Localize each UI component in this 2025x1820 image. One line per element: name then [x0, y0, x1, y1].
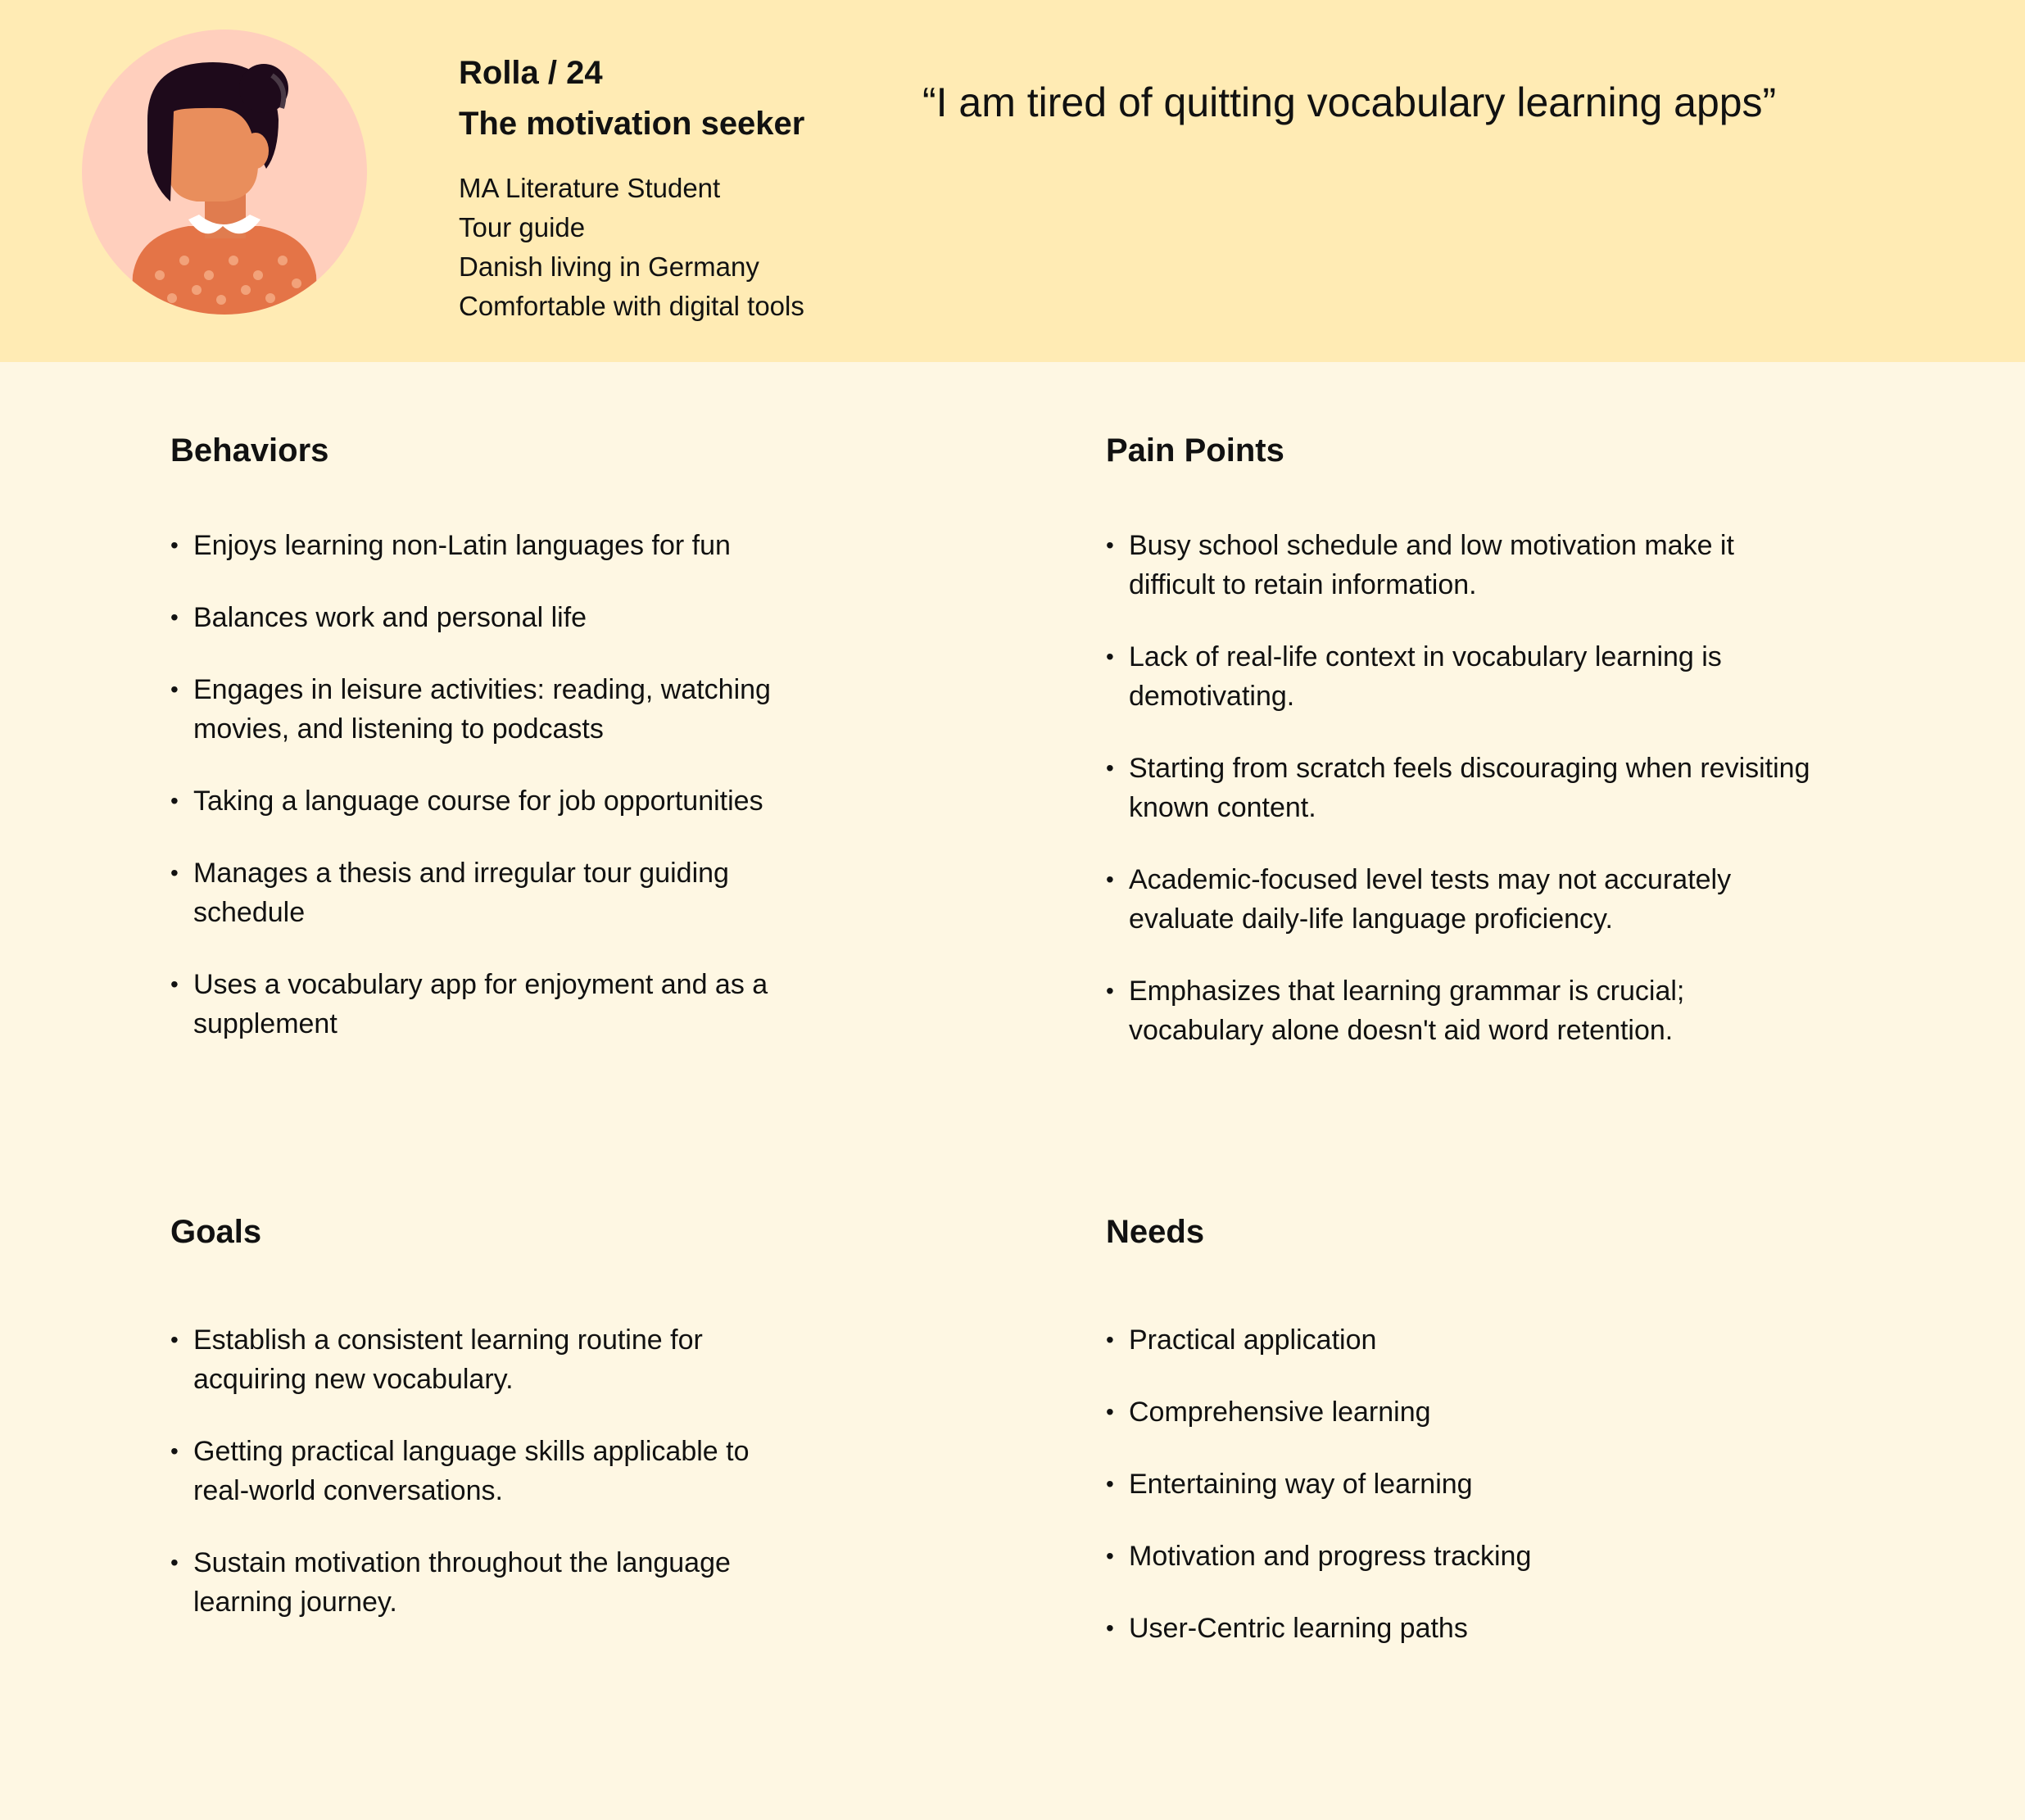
- list-item: • Starting from scratch feels discouraging when revisiting known content.: [1106, 749, 1827, 827]
- pain-points-section: [1106, 428, 1827, 1083]
- list-item: • Getting practical language skills applicable to real-world conversations.: [170, 1432, 793, 1510]
- list-item: • Establish a consistent learning routine for acquiring new vocabulary.: [170, 1320, 793, 1399]
- list-item: • Emphasizes that learning grammar is crucial; vocabulary alone doesn't aid word retention.: [1106, 971, 1827, 1050]
- behaviors-section: [170, 428, 793, 1076]
- goals-title: Goals: [170, 1214, 262, 1250]
- persona-avatar: [82, 29, 367, 315]
- needs-list: [1106, 1320, 1827, 1648]
- pain-points-title: Pain Points: [1106, 432, 1284, 469]
- list-item: • Motivation and progress tracking: [1106, 1537, 1827, 1576]
- list-item: • Engages in leisure activities: reading, watching movies, and listening to podcasts: [170, 670, 793, 749]
- persona-header: [0, 0, 2025, 362]
- list-item: • Entertaining way of learning: [1106, 1465, 1827, 1504]
- list-item: • Comprehensive learning: [1106, 1392, 1827, 1432]
- list-item: • Busy school schedule and low motivation make it difficult to retain information.: [1106, 526, 1827, 604]
- list-item: • Manages a thesis and irregular tour guiding schedule: [170, 853, 793, 932]
- persona-fact: Danish living in Germany: [459, 251, 759, 282]
- list-item: • Uses a vocabulary app for enjoyment and as a supplement: [170, 965, 793, 1044]
- persona-fact: Tour guide: [459, 212, 586, 242]
- goals-section: [170, 1209, 793, 1655]
- behaviors-title: Behaviors: [170, 432, 329, 469]
- needs-title: Needs: [1106, 1214, 1205, 1250]
- list-item: • User-Centric learning paths: [1106, 1609, 1827, 1648]
- list-item: • Sustain motivation throughout the language learning journey.: [170, 1543, 793, 1622]
- persona-identity: [459, 48, 804, 326]
- persona-facts: [459, 169, 804, 326]
- list-item: • Lack of real-life context in vocabulary learning is demotivating.: [1106, 637, 1827, 716]
- list-item: • Enjoys learning non-Latin languages for fun: [170, 526, 793, 565]
- needs-section: [1106, 1209, 1827, 1681]
- persona-name-age: Rolla / 24: [459, 55, 603, 91]
- behaviors-list: [170, 526, 793, 1044]
- persona-archetype: The motivation seeker: [459, 106, 805, 142]
- list-item: • Academic-focused level tests may not accurately evaluate daily-life language proficiency.: [1106, 860, 1827, 939]
- list-item: • Taking a language course for job opportunities: [170, 781, 793, 821]
- persona-fact: MA Literature Student: [459, 173, 721, 203]
- persona-fact: Comfortable with digital tools: [459, 291, 804, 321]
- list-item: • Practical application: [1106, 1320, 1827, 1360]
- persona-quote: “I am tired of quitting vocabulary learning apps”: [922, 79, 1777, 125]
- list-item: • Balances work and personal life: [170, 598, 793, 637]
- pain-points-list: [1106, 526, 1827, 1050]
- goals-list: [170, 1320, 793, 1622]
